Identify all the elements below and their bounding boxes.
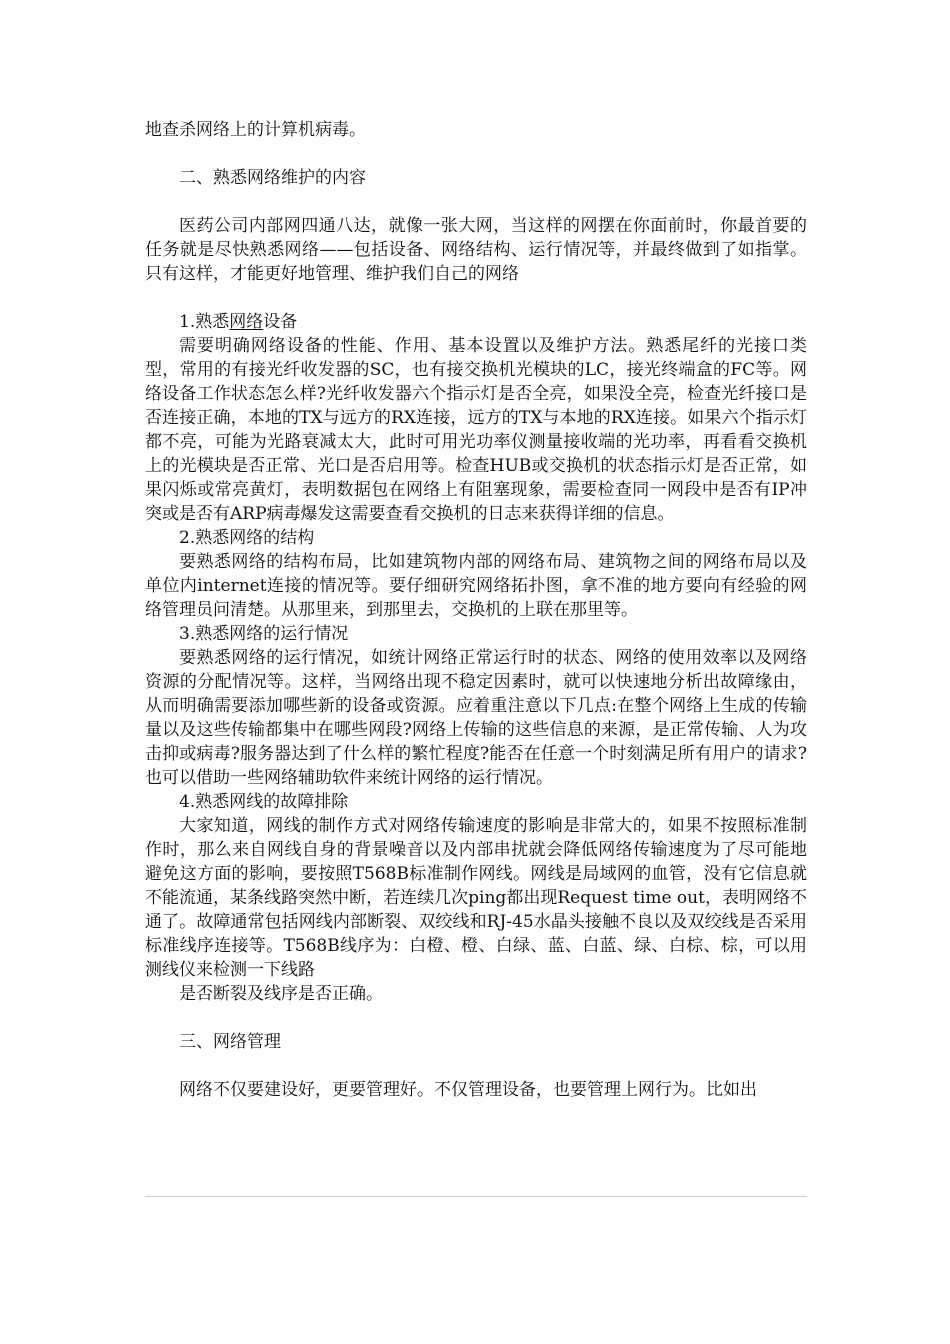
paragraph-cable-check: 是否断裂及线序是否正确。 (179, 984, 383, 1004)
paragraph-network-overview: 医药公司内部网四通八达，就像一张大网，当这样的网摆在你面前时，你最首要的任务就是尽快熟悉网络——包括设备、网络结构、运行情况等，并最终做到了如指掌。只有这样，才能更好地管理、维护我们自己的网络 (145, 216, 807, 284)
section-heading-maintenance-content: 二、熟悉网络维护的内容 (179, 168, 366, 188)
blank-line (145, 1006, 807, 1030)
paragraph-network-structure: 要熟悉网络的结构布局，比如建筑物内部的网络布局、建筑物之间的网络布局以及单位内internet连接的情况等。要仔细研究网络拓扑图，拿不准的地方要向有经验的网络管理员问清楚。从那里来，到那里去，交换机的上联在那里等。 (145, 552, 807, 620)
blank-line (145, 1054, 807, 1078)
subheading-cable-troubleshooting: 4.熟悉网线的故障排除 (179, 792, 349, 812)
subheading-network-operation: 3.熟悉网络的运行情况 (179, 624, 349, 644)
blank-line (145, 286, 807, 310)
subheading-network-structure: 2.熟悉网络的结构 (179, 528, 315, 548)
subheading-suffix: 设备 (263, 312, 298, 332)
network-link[interactable]: 网络 (229, 312, 264, 332)
paragraph-network-devices: 需要明确网络设备的性能、作用、基本设置以及维护方法。熟悉尾纤的光接口类型，常用的有接光纤收发器的SC，也有接交换机光模块的LC，接光终端盒的FC等。网络设备工作状态怎么样?光纤收发器六个指示灯是否全亮，如果没全亮，检查光纤接口是否连接正确，本地的TX与远方的RX连接，远方的TX与本地的RX连接。如果六个指示灯都不亮，可能为光路衰减太大，此时可用光功率仪测量接收端的光功率，再看看交换机上的光模块是否正常、光口是否启用等。检查HUB或交换机的状态指示灯是否正常，如果闪烁或常亮黄灯，表明数据包在网络上有阻塞现象，需要检查同一网段中是否有IP冲突或是否有ARP病毒爆发这需要查看交换机的日志来获得详细的信息。 (145, 336, 807, 524)
paragraph-network-operation: 要熟悉网络的运行情况，如统计网络正常运行时的状态、网络的使用效率以及网络资源的分配情况等。这样，当网络出现不稳定因素时，就可以快速地分析出故障缘由，从而明确需要添加哪些新的设备或资源。应着重注意以下几点:在整个网络上生成的传输量以及这些传输都集中在哪些网段?网络上传输的这些信息的来源，是正常传输、人为攻击抑或病毒?服务器达到了什么样的繁忙程度?能否在任意一个时刻满足所有用户的请求?也可以借助一些网络辅助软件来统计网络的运行情况。 (145, 648, 807, 788)
subheading-prefix: 1.熟悉 (179, 312, 230, 332)
paragraph-network-management: 网络不仅要建设好，更要管理好。不仅管理设备，也要管理上网行为。比如出 (179, 1080, 757, 1100)
page-bottom-rule (145, 1196, 807, 1197)
paragraph-cable-troubleshooting: 大家知道，网线的制作方式对网络传输速度的影响是非常大的，如果不按照标准制作时，那么来自网线自身的背景噪音以及内部串扰就会降低网络传输速度为了尽可能地避免这方面的影响，要按照T568B标准制作网线。网线是局域网的血管，没有它信息就不能流通，某条线路突然中断，若连续几次ping都出现Request time out，表明网络不通了。故障通常包括网线内部断裂、双绞线和RJ-45水晶头接触不良以及双绞线是否采用标准线序连接等。T568B线序为：白橙、橙、白绿、蓝、白蓝、绿、白棕、棕，可以用测线仪来检测一下线路 (145, 816, 807, 980)
blank-line (145, 142, 807, 166)
section-heading-network-management: 三、网络管理 (179, 1032, 281, 1052)
subheading-network-devices (145, 310, 807, 334)
paragraph-virus-ending: 地查杀网络上的计算机病毒。 (145, 120, 366, 140)
blank-line (145, 190, 807, 214)
document-body (145, 118, 807, 1102)
